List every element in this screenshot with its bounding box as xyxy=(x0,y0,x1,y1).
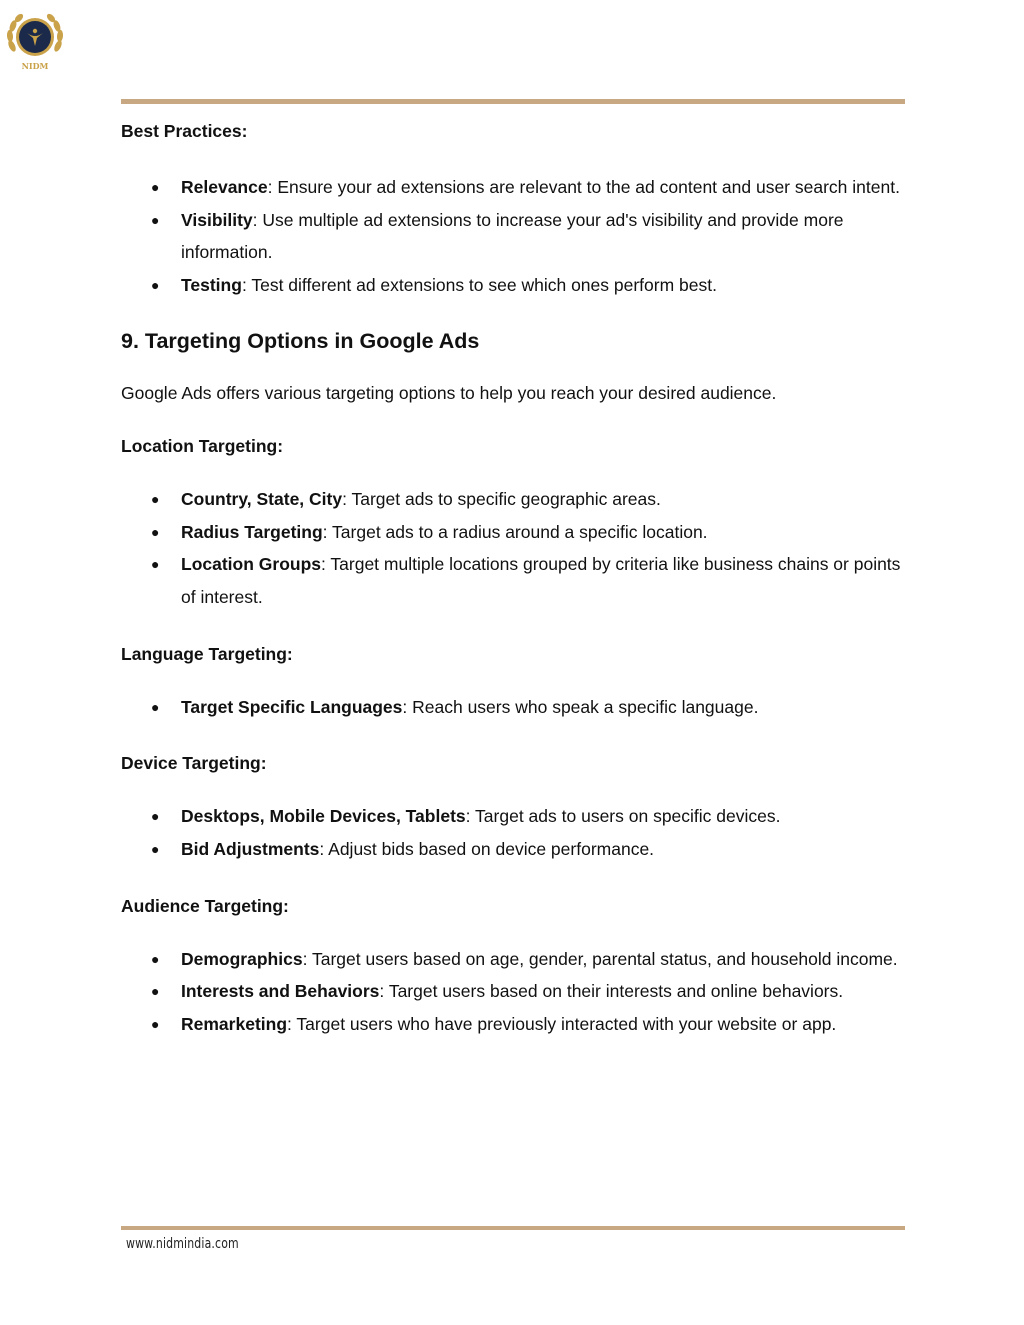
item-text: : Target ads to users on specific devices. xyxy=(465,806,781,827)
device-heading: Device Targeting: xyxy=(121,753,267,774)
best-practices-list xyxy=(121,171,905,302)
page-content xyxy=(121,118,905,1041)
bullet-icon: ● xyxy=(151,179,160,195)
bullet-icon: ● xyxy=(151,983,160,1000)
list-item xyxy=(121,691,905,724)
item-term: Target Specific Languages xyxy=(181,696,403,717)
audience-heading: Audience Targeting: xyxy=(121,895,289,916)
bullet-icon: ● xyxy=(151,556,160,573)
bullet-icon: ● xyxy=(151,490,160,507)
device-list xyxy=(121,800,905,865)
bullet-icon: ● xyxy=(151,808,160,825)
bullet-icon: ● xyxy=(151,211,160,228)
item-text: : Target users based on age, gender, parental status, and household income. xyxy=(302,948,898,969)
list-item xyxy=(121,548,905,613)
list-item xyxy=(121,833,905,866)
item-text: : Reach users who speak a specific language. xyxy=(402,696,759,717)
bullet-icon: ● xyxy=(151,841,160,858)
item-text: : Target ads to a radius around a specific location. xyxy=(322,521,708,542)
location-list xyxy=(121,483,905,614)
list-item xyxy=(121,483,905,516)
section-title: 9. Targeting Options in Google Ads xyxy=(121,328,480,353)
item-text: : Target multiple locations grouped by criteria like business chains or points of interest. xyxy=(181,554,901,607)
list-item xyxy=(121,204,905,269)
section-intro: Google Ads offers various targeting options to help you reach your desired audience. xyxy=(121,382,777,403)
item-text: : Target users based on their interests and online behaviors. xyxy=(379,981,844,1002)
item-term: Testing xyxy=(181,275,242,296)
best-practices-heading: Best Practices: xyxy=(121,121,248,141)
item-term: Remarketing xyxy=(181,1014,288,1035)
bullet-icon: ● xyxy=(151,523,160,540)
item-term: Visibility xyxy=(181,209,253,230)
audience-list xyxy=(121,943,905,1041)
footer-divider xyxy=(121,1226,905,1230)
location-heading: Location Targeting: xyxy=(121,435,284,456)
logo-text: NIDM xyxy=(21,61,49,71)
list-item xyxy=(121,975,905,1008)
item-text: : Ensure your ad extensions are relevant to the ad content and user search intent. xyxy=(267,177,900,197)
item-term: Relevance xyxy=(181,177,268,197)
bullet-icon: ● xyxy=(151,1016,160,1033)
item-term: Demographics xyxy=(181,948,303,969)
item-text: : Use multiple ad extensions to increase your ad's visibility and provide more information. xyxy=(181,209,844,263)
item-text: : Target ads to specific geographic areas. xyxy=(342,488,661,509)
nidm-logo xyxy=(6,8,64,74)
item-text: : Test different ad extensions to see which ones perform best. xyxy=(241,275,717,296)
item-term: Interests and Behaviors xyxy=(181,981,380,1002)
list-item xyxy=(121,1008,905,1041)
item-text: : Target users who have previously interacted with your website or app. xyxy=(287,1014,837,1035)
language-heading: Language Targeting: xyxy=(121,643,293,664)
language-list xyxy=(121,691,905,724)
item-term: Country, State, City xyxy=(181,488,343,509)
item-term: Desktops, Mobile Devices, Tablets xyxy=(181,806,466,827)
list-item xyxy=(121,943,905,976)
bullet-icon: ● xyxy=(151,950,160,967)
list-item xyxy=(121,269,905,302)
list-item xyxy=(121,516,905,549)
item-term: Radius Targeting xyxy=(181,521,323,542)
header-divider xyxy=(121,99,905,104)
item-text: : Adjust bids based on device performance. xyxy=(319,839,655,860)
bullet-icon: ● xyxy=(151,277,160,294)
item-term: Location Groups xyxy=(181,554,321,575)
list-item xyxy=(121,171,905,204)
list-item xyxy=(121,800,905,833)
item-term: Bid Adjustments xyxy=(181,839,320,860)
bullet-icon: ● xyxy=(151,698,160,715)
footer-url: www.nidmindia.com xyxy=(126,1236,239,1252)
